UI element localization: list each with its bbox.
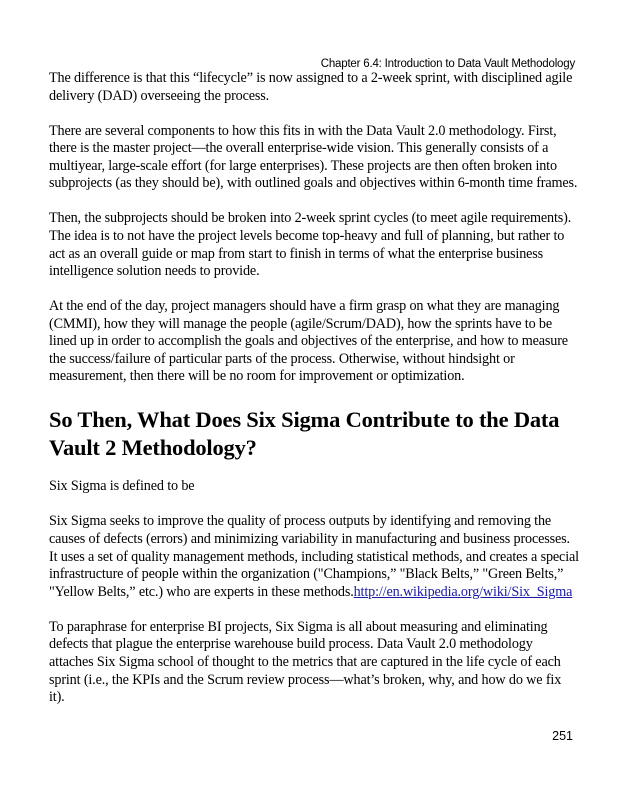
section-heading: So Then, What Does Six Sigma Contribute to the Data Vault 2 Methodology? <box>49 407 560 461</box>
paragraph-lifecycle: The difference is that this “lifecycle” is now assigned to a 2-week sprint, with disciplined agile delivery (DAD) overseeing the process. <box>49 70 573 104</box>
paragraph-subprojects: Then, the subprojects should be broken into 2-week sprint cycles (to meet agile requirements). The idea is to not have the project levels become top-heavy and full of planning, but rather to act as an overall guide or map from start to finish in terms of what the enterprise business intelligence solution needs to provide. <box>49 210 572 280</box>
page-body <box>49 70 579 724</box>
wikipedia-link[interactable]: http://en.wikipedia.org/wiki/Six_Sigma <box>353 583 573 600</box>
paragraph-six-sigma-quote <box>49 513 579 601</box>
page-number: 251 <box>552 729 573 743</box>
quote-text: Six Sigma seeks to improve the quality of process outputs by identifying and removing the causes of defects (errors) and minimizing variability in manufacturing and business processes. It uses a set of quality management methods, including statistical methods, and creates a special infrastructure of people within the organization ("Champions,” "Black Belts,” "Green Belts,” "Yellow Belts,” etc.) who are experts in these methods. <box>49 513 579 600</box>
paragraph-components: There are several components to how this fits in with the Data Vault 2.0 methodology. First, there is the master project—the overall enterprise-wide vision. This generally consists of a multiyear, large-scale effort (for large enterprises). These projects are then often broken into subprojects (as they should be), with outlined goals and objectives within 6-month time frames. <box>49 122 578 192</box>
paragraph-end-of-day: At the end of the day, project managers should have a firm grasp on what they are managing (CMMI), how they will manage the people (agile/Scrum/DAD), how the sprints have to be lined up in order to accomplish the goals and objectives of the enterprise, and how to measure the success/failure of particular parts of the process. Otherwise, without hindsight or measurement, then there will be no room for improvement or optimization. <box>49 298 568 385</box>
paragraph-paraphrase: To paraphrase for enterprise BI projects, Six Sigma is all about measuring and eliminating defects that plague the enterprise warehouse build process. Data Vault 2.0 methodology attaches Six Sigma school of thought to the metrics that are captured in the life cycle of each sprint (i.e., the KPIs and the Scrum review process—what’s broken, why, and how do we fix it). <box>49 618 562 706</box>
running-header: Chapter 6.4: Introduction to Data Vault Methodology <box>320 58 575 70</box>
paragraph-six-sigma-intro: Six Sigma is defined to be <box>49 478 195 495</box>
